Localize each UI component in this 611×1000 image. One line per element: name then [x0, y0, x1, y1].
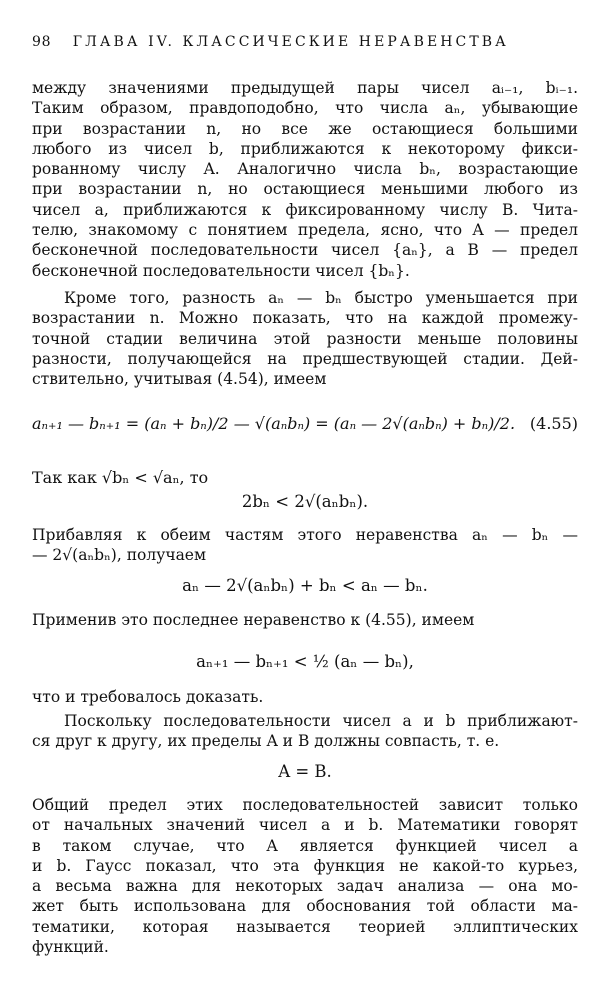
equation-half: aₙ₊₁ — bₙ₊₁ < ½ (aₙ — bₙ),	[196, 652, 414, 671]
text-line: — 2√(aₙbₙ), получаем	[32, 546, 207, 565]
text-line: Общий предел этих последовательностей зависит только	[32, 796, 578, 814]
text-line: функций.	[32, 938, 109, 957]
equation-since: 2bₙ < 2√(aₙbₙ).	[241, 492, 369, 511]
text-line: чисел a, приближаются к фиксированному числу B. Чита-	[32, 200, 578, 219]
paragraph-gauss	[32, 795, 578, 957]
text-line: разности, получающейся на предшествующей стадии. Дей-	[32, 349, 578, 368]
equation-4-55	[32, 414, 578, 433]
text-line: ствительно, учитывая (4.54), имеем	[32, 370, 327, 389]
text-line: между значениями предыдущей пары чисел aᵢ₋₁, bᵢ₋₁.	[32, 79, 578, 97]
text-line: а весьма важна для некоторых задач анализа — она мо-	[32, 877, 578, 896]
text-line: бесконечной последовательности чисел {aₙ}, а B — предел	[32, 241, 578, 260]
text-line: тематики, которая называется теорией эллиптических	[32, 917, 578, 936]
paragraph-limits-equal	[32, 711, 578, 752]
text-line: от начальных значений чисел a и b. Математики говорят	[32, 816, 578, 835]
text-line: при возрастании n, но остающиеся меньшими любого из	[32, 180, 578, 199]
text-line: возрастании n. Можно показать, что на каждой промежу-	[32, 309, 578, 328]
qed-line: что и требовалось доказать.	[32, 688, 264, 706]
paragraph-difference	[32, 288, 578, 389]
text-line: в таком случае, что A является функцией чисел a	[32, 836, 578, 855]
text-line: жет быть использована для обоснования той области ма-	[32, 897, 578, 916]
text-line: Поскольку последовательности чисел a и b приближают-	[64, 712, 578, 730]
text-line: Таким образом, правдоподобно, что числа aₙ, убывающие	[32, 99, 578, 118]
text-line: ся друг к другу, их пределы A и B должны совпасть, т. е.	[32, 732, 500, 751]
text-line: и b. Гаусс показал, что эта функция не какой-то курьез,	[32, 856, 578, 875]
text-line: рованному числу A. Аналогично числа bₙ, возрастающие	[32, 160, 578, 179]
since-line: Так как √bₙ < √aₙ, то	[32, 468, 209, 487]
text-line: любого из чисел b, приближаются к некоторому фикси-	[32, 139, 578, 158]
paragraph-limits	[32, 78, 578, 281]
text-line: Прибавляя к обеим частям этого неравенства aₙ — bₙ —	[32, 526, 578, 544]
text-line: Кроме того, разность aₙ — bₙ быстро уменьшается при	[64, 289, 578, 307]
equation-label: (4.55)	[529, 414, 578, 433]
text-line: бесконечной последовательности чисел {bₙ}.	[32, 261, 410, 280]
paragraph-adding	[32, 525, 578, 566]
running-header	[32, 34, 571, 50]
text-line: телю, знакомому с понятием предела, ясно, что A — предел	[32, 221, 578, 240]
text-line: точной стадии величина этой разности меньше половины	[32, 329, 578, 348]
apply-line: Применив это последнее неравенство к (4.55), имеем	[32, 611, 475, 629]
equation-limit: A = B.	[278, 762, 332, 781]
running-title: ГЛАВА IV. КЛАССИЧЕСКИЕ НЕРАВЕНСТВА	[72, 34, 509, 50]
equation-sum: aₙ — 2√(aₙbₙ) + bₙ < aₙ — bₙ.	[182, 576, 428, 595]
text-line: при возрастании n, но все же остающиеся большими	[32, 119, 578, 138]
equation-body: aₙ₊₁ — bₙ₊₁ = (aₙ + bₙ)/2 — √(aₙbₙ) = (aₙ — 2√(aₙbₙ) + bₙ)/2.	[32, 414, 516, 433]
page-number: 98	[32, 34, 52, 50]
